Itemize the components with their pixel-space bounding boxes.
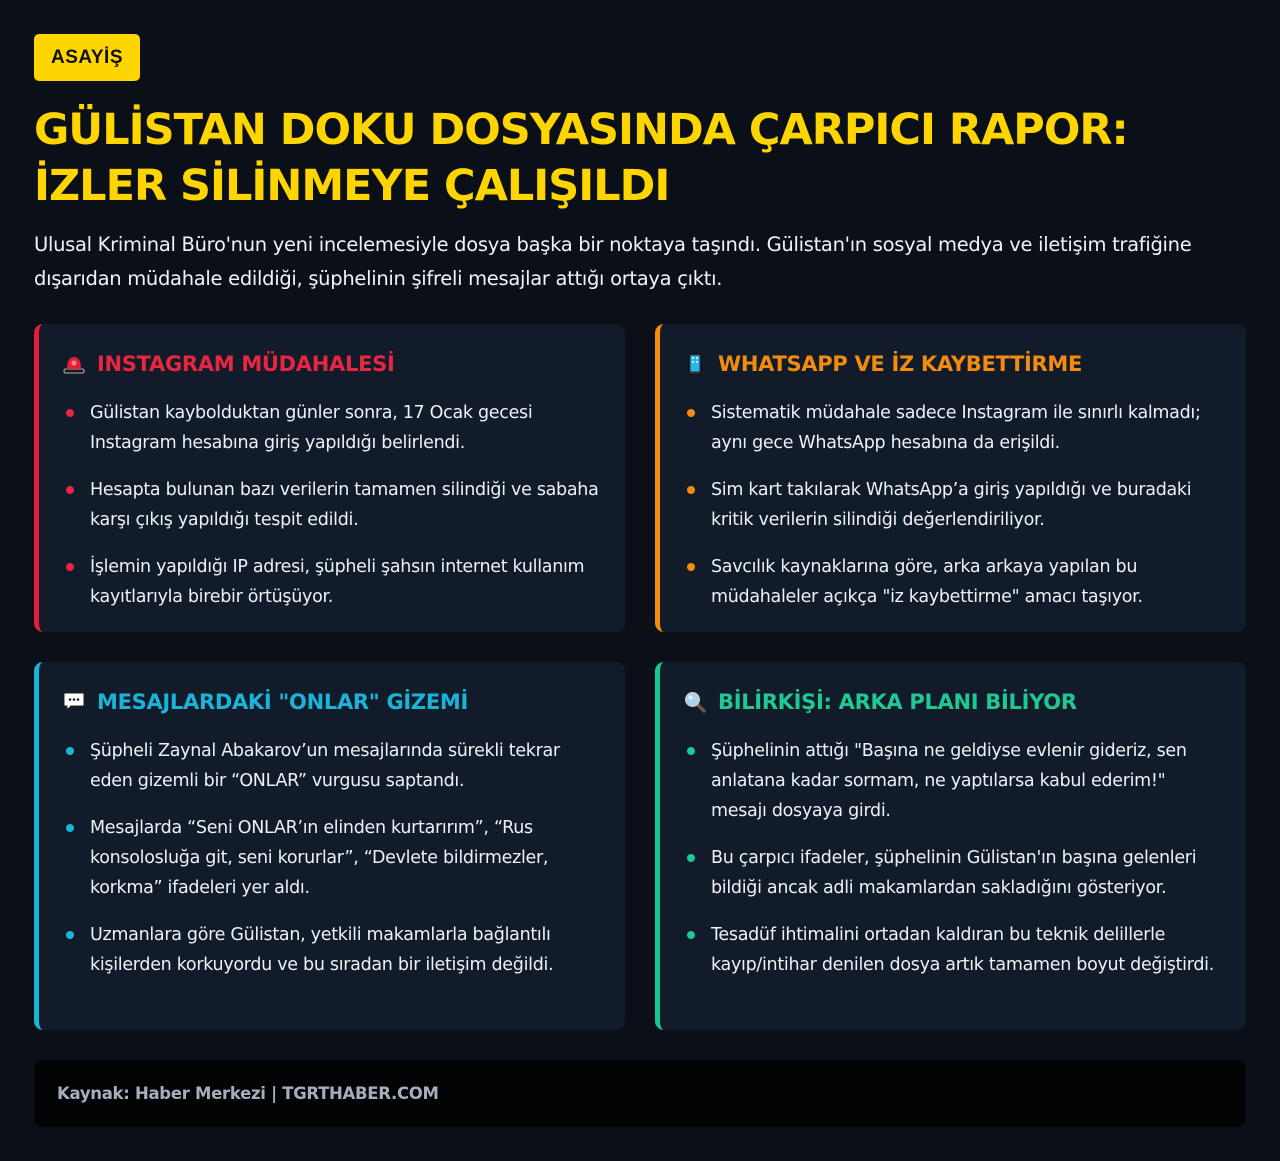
bullet-dot [687, 486, 695, 494]
source-footer [34, 1060, 1246, 1127]
card-title [63, 348, 603, 380]
bullet-dot [66, 409, 74, 417]
bullet-dot [687, 931, 695, 939]
police-siren-icon [63, 353, 85, 375]
headline: GÜLİSTAN DOKU DOSYASINDA ÇARPICI RAPOR: İZLER SİLİNMEYE ÇALIŞILDI [34, 105, 1128, 211]
list-item: Bu çarpıcı ifadeler, şüphelinin Gülistan'ın başına gelenleri bildiği ancak adli makamlardan sakladığını gösteriyor. [684, 843, 1224, 903]
list-item: Şüphelinin attığı "Başına ne geldiyse evlenir gideriz, sen anlatana kadar sormam, ne yaptılarsa kabul ederim!" mesajı dosyaya girdi. [684, 736, 1224, 826]
list-item: Tesadüf ihtimalini ortadan kaldıran bu teknik delillerle kayıp/intihar denilen dosya artık tamamen boyut değiştirdi. [684, 920, 1224, 980]
bullet-list [63, 736, 603, 980]
card-expert [655, 662, 1246, 1030]
bullet-dot [66, 563, 74, 571]
bullet-dot [687, 854, 695, 862]
card-title [63, 686, 603, 718]
list-item: Mesajlarda “Seni ONLAR’ın elinden kurtarırım”, “Rus konsolosluğa git, seni korurlar”, “Devlete bildirmezler, korkma” ifadeleri yer aldı. [63, 813, 603, 903]
card-title [684, 348, 1224, 380]
list-item: Uzmanlara göre Gülistan, yetkili makamlarla bağlantılı kişilerden korkuyordu ve bu sıradan bir iletişim değildi. [63, 920, 603, 980]
bullet-dot [687, 747, 695, 755]
bullet-list [684, 398, 1224, 612]
card-title-text: INSTAGRAM MÜDAHALESİ [97, 352, 395, 376]
card-title-text: MESAJLARDAKİ "ONLAR" GİZEMİ [97, 690, 468, 714]
magnifier-icon [684, 691, 706, 713]
header-section [34, 34, 1246, 296]
source-credit: Kaynak: Haber Merkezi | TGRTHABER.COM [57, 1084, 439, 1103]
card-whatsapp [655, 324, 1246, 632]
bullet-dot [66, 824, 74, 832]
cards-grid [34, 324, 1246, 1030]
intro-paragraph: Ulusal Kriminal Büro'nun yeni incelemesiyle dosya başka bir noktaya taşındı. Gülistan'ın sosyal medya ve iletişim trafiğine dışarıdan müdahale edildiği, şüphelinin şifreli mesajlar attığı ortaya çıktı. [34, 233, 1192, 290]
list-item: Sistematik müdahale sadece Instagram ile sınırlı kalmadı; aynı gece WhatsApp hesabına da erişildi. [684, 398, 1224, 458]
speech-bubble-icon [63, 691, 85, 713]
card-instagram [34, 324, 625, 632]
mobile-phone-icon [684, 353, 706, 375]
category-badge: ASAYİŞ [34, 34, 140, 81]
card-title-text: WHATSAPP VE İZ KAYBETTİRME [718, 352, 1083, 376]
list-item: Hesapta bulunan bazı verilerin tamamen silindiği ve sabaha karşı çıkış yapıldığı tespit edildi. [63, 475, 603, 535]
bullet-dot [66, 486, 74, 494]
card-title-text: BİLİRKİŞİ: ARKA PLANI BİLİYOR [718, 690, 1077, 714]
list-item: Şüpheli Zaynal Abakarov’un mesajlarında sürekli tekrar eden gizemli bir “ONLAR” vurgusu saptandı. [63, 736, 603, 796]
bullet-dot [687, 409, 695, 417]
bullet-list [684, 736, 1224, 980]
bullet-dot [66, 747, 74, 755]
list-item: Sim kart takılarak WhatsApp’a giriş yapıldığı ve buradaki kritik verilerin silindiği değerlendiriliyor. [684, 475, 1224, 535]
bullet-list [63, 398, 603, 612]
bullet-dot [687, 563, 695, 571]
card-messages [34, 662, 625, 1030]
bullet-dot [66, 931, 74, 939]
card-title [684, 686, 1224, 718]
list-item: İşlemin yapıldığı IP adresi, şüpheli şahsın internet kullanım kayıtlarıyla birebir örtüşüyor. [63, 552, 603, 612]
list-item: Savcılık kaynaklarına göre, arka arkaya yapılan bu müdahaleler açıkça "iz kaybettirme" amacı taşıyor. [684, 552, 1224, 612]
list-item: Gülistan kaybolduktan günler sonra, 17 Ocak gecesi Instagram hesabına giriş yapıldığı belirlendi. [63, 398, 603, 458]
